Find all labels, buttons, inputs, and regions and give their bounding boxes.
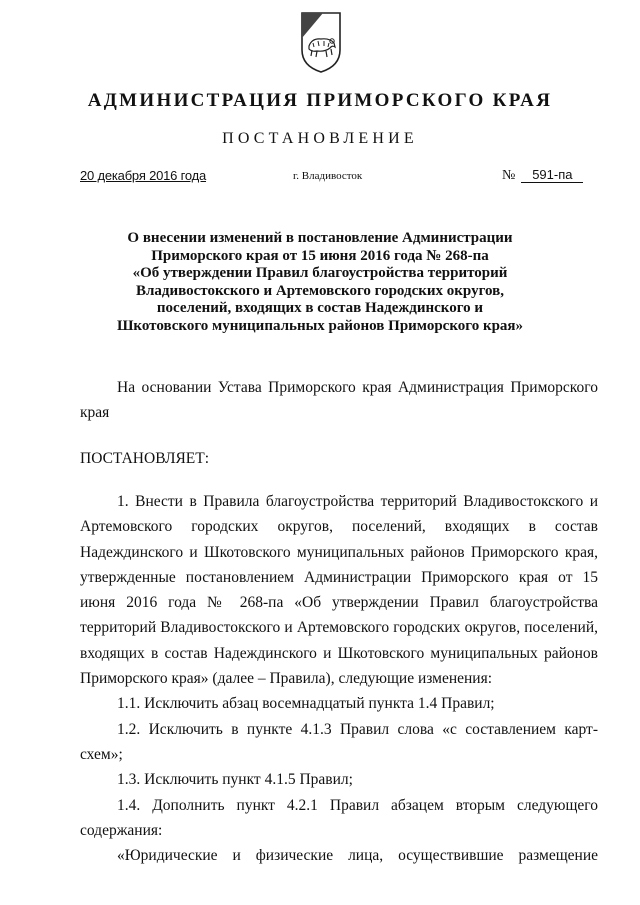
decree-item: «Юридические и физические лица, осуществившие размещение xyxy=(117,847,598,865)
number-value: 591-па xyxy=(521,168,583,183)
decree-item: 1.4. Дополнить пункт 4.2.1 Правил абзацем вторым следующего содержания: xyxy=(80,796,598,839)
organization-title: АДМИНИСТРАЦИЯ ПРИМОРСКОГО КРАЯ xyxy=(87,90,553,111)
resolve-heading: ПОСТАНОВЛЯЕТ: xyxy=(80,450,210,467)
decree-item: 1. Внести в Правила благоустройства территорий Владивостокского и Артемовского городских округов, поселений, входящих в состав Надеждинского и Шкотовского муниципальных районов Приморского края, утвержденные постановлением Администрации Приморского края от 15 июня 2016 года № 268-па «Об утверждении Правил благоустройства территорий Владивостокского и Артемовского городских округов, поселений, входящих в состав Надеждинского и Шкотовского муниципальных районов Приморского края» (далее – Правила), следующие изменения: xyxy=(80,493,598,688)
title-line: О внесении изменений в постановление Администрации xyxy=(127,230,513,246)
document-date: 20 декабря 2016 года xyxy=(80,168,207,183)
document-number xyxy=(502,168,583,184)
basis-paragraph: На основании Устава Приморского края Администрация Приморского края xyxy=(80,379,598,422)
decree-item: 1.3. Исключить пункт 4.1.5 Правил; xyxy=(117,771,353,789)
decree-item: 1.2. Исключить в пункте 4.1.3 Правил слова «с составлением карт-схем»; xyxy=(80,720,598,763)
primorye-coat-of-arms-icon xyxy=(299,10,343,74)
decree-item: 1.1. Исключить абзац восемнадцатый пункта 1.4 Правил; xyxy=(117,695,495,713)
title-line: «Об утверждении Правил благоустройства территорий xyxy=(132,265,508,281)
title-line: Шкотовского муниципальных районов Приморского края» xyxy=(116,317,524,334)
title-line: Владивостокского и Артемовского городских округов, xyxy=(136,282,504,299)
document-type: ПОСТАНОВЛЕНИЕ xyxy=(222,130,418,147)
decree-items xyxy=(80,489,598,868)
title-line: поселений, входящих в состав Надеждинского и xyxy=(156,300,484,316)
document-title xyxy=(0,230,640,335)
title-line: Приморского края от 15 июня 2016 года № 268-па xyxy=(151,247,489,264)
document-city: г. Владивосток xyxy=(293,170,363,182)
number-label: № xyxy=(502,168,516,183)
